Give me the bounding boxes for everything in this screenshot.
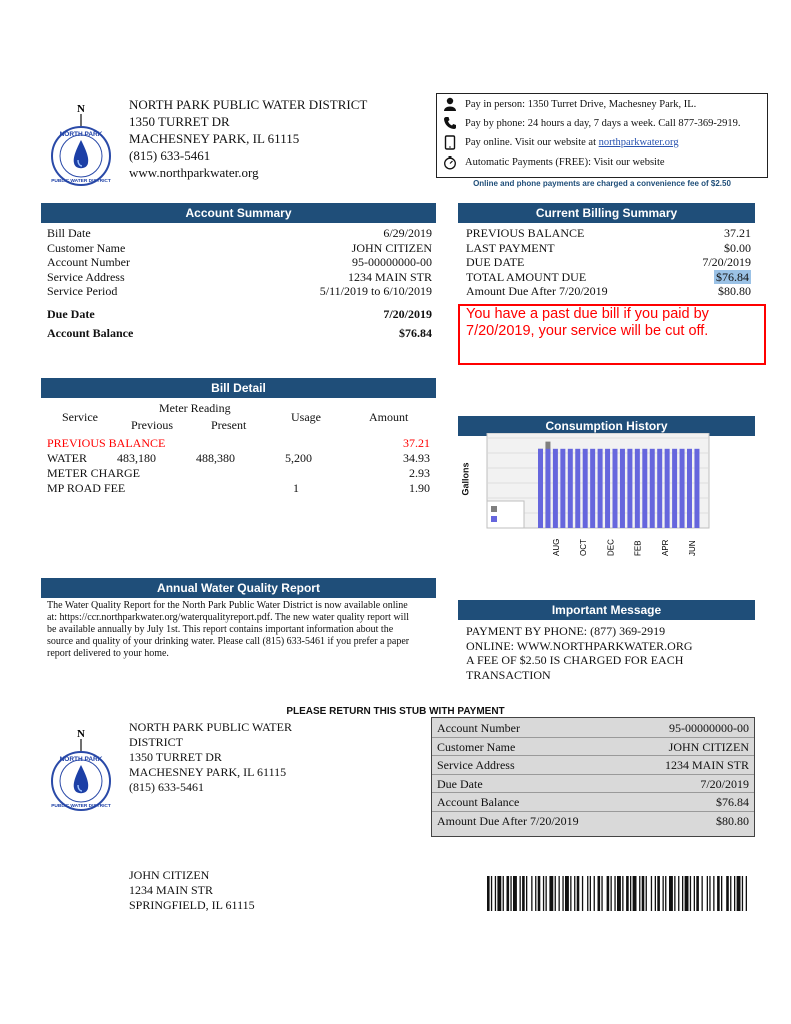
stub-logo-bottom-text: PUBLIC WATER DISTRICT [51, 804, 111, 809]
col-present-header: Present [211, 418, 247, 432]
last-payment-row [466, 241, 751, 256]
barcode-bar [562, 876, 563, 911]
chart-ylabel: Gallons [460, 462, 471, 496]
barcode-bar [707, 876, 708, 911]
detail-row-usage: 5,200 [285, 451, 312, 465]
detail-row-amount: 37.21 [403, 436, 430, 450]
last-payment-value: $0.00 [724, 240, 751, 255]
stub-row-label: Account Balance [437, 795, 520, 809]
stub-row-label: Amount Due After 7/20/2019 [437, 813, 579, 828]
stub-district-logo [50, 727, 112, 809]
chart-tick-label: DEC [606, 539, 616, 556]
barcode-bar [522, 876, 525, 911]
barcode-bar [513, 876, 517, 911]
barcode-bar [655, 876, 656, 911]
chart-tick-label: FEB [633, 540, 643, 556]
logo-north-letter: N [77, 103, 85, 115]
stub-heading: PLEASE RETURN THIS STUB WITH PAYMENT [286, 706, 505, 717]
account-summary-header: Account Summary [41, 203, 436, 223]
stub-row [432, 756, 754, 775]
important-message-line: A FEE OF $2.50 IS CHARGED FOR EACH [466, 653, 684, 668]
col-usage-header: Usage [291, 410, 321, 424]
detail-row-previous: 483,180 [117, 451, 156, 465]
previous-balance-value: 37.21 [724, 226, 751, 240]
account-number-value: 95-00000000-00 [352, 255, 432, 270]
barcode-bar [639, 876, 640, 911]
barcode-bar [582, 876, 583, 911]
barcode-bar [702, 876, 703, 911]
pay-by-phone-text: Pay by phone: 24 hours a day, 7 days a week. Call 877-369-2919. [465, 117, 741, 129]
customer-name-label: Customer Name [47, 240, 126, 255]
bill-date-value: 6/29/2019 [383, 226, 432, 240]
important-message-header: Important Message [458, 600, 755, 620]
stub-row [432, 775, 754, 794]
bill-detail-header: Bill Detail [41, 378, 436, 398]
barcode-bar [694, 876, 695, 911]
service-address-value: 1234 MAIN STR [347, 269, 432, 284]
barcode-bar [678, 876, 679, 911]
barcode-bar [574, 876, 575, 911]
pay-automatic-line [443, 155, 665, 170]
barcode-bar [507, 876, 510, 911]
water-quality-header: Annual Water Quality Report [41, 578, 436, 598]
barcode-bar [713, 876, 714, 911]
barcode-bar [587, 876, 588, 911]
chart-tick-label: OCT [579, 539, 589, 556]
total-due-value: $76.84 [716, 269, 749, 284]
chart-bar-current [680, 449, 685, 528]
chart-bar-current [672, 449, 677, 528]
chart-bar-current [620, 449, 625, 528]
stub-phone: (815) 633-5461 [129, 780, 204, 794]
stub-logo-top-text: NORTH PARK [59, 756, 103, 763]
pay-online-text: Pay online. Visit our website at [465, 137, 599, 148]
stub-row-label: Account Number [437, 721, 520, 735]
chart-bar-current [545, 449, 550, 528]
barcode-bar [685, 876, 689, 911]
barcode-bar [491, 876, 492, 911]
after-due-row [466, 284, 751, 299]
stub-row [432, 812, 754, 831]
barcode-bar [737, 876, 741, 911]
chart-ticks [552, 539, 697, 556]
account-balance-value: $76.84 [399, 325, 432, 340]
stub-address1: 1350 TURRET DR [129, 750, 222, 764]
account-number-label: Account Number [47, 255, 130, 270]
chart-bar-current [575, 449, 580, 528]
detail-row-amount: 34.93 [403, 451, 430, 465]
chart-bar-current [694, 449, 699, 528]
barcode-bar [669, 876, 673, 911]
pay-online-line [443, 135, 679, 150]
due-date-row [47, 307, 432, 322]
barcode-bar [543, 876, 544, 911]
account-balance-label: Account Balance [47, 325, 134, 340]
stub-address-block [129, 720, 292, 795]
barcode-bar [565, 876, 569, 911]
billing-due-date-label: DUE DATE [466, 255, 525, 270]
chart-bar-current [635, 449, 640, 528]
col-previous-header: Previous [131, 418, 173, 432]
after-due-value: $80.80 [718, 284, 751, 299]
district-phone: (815) 633-5461 [129, 148, 211, 163]
barcode-bar [594, 876, 595, 911]
barcode-bar [617, 876, 621, 911]
stub-row [432, 719, 754, 738]
billing-due-date-value: 7/20/2019 [702, 255, 751, 270]
barcode-bar [742, 876, 743, 911]
barcode-bar [503, 876, 504, 911]
district-address-block [129, 96, 367, 181]
chart-tick-label: JUN [688, 540, 697, 556]
stub-row [432, 793, 754, 812]
tablet-icon [443, 135, 457, 150]
stub-name-line1: NORTH PARK PUBLIC WATER [129, 720, 292, 734]
barcode-bar [577, 876, 580, 911]
bill-date-label: Bill Date [47, 226, 91, 240]
mailing-street: 1234 MAIN STR [129, 883, 214, 897]
detail-row-service: PREVIOUS BALANCE [47, 436, 166, 450]
col-meter-header: Meter Reading [159, 401, 231, 415]
service-address-row [47, 270, 432, 285]
barcode-bar [495, 876, 496, 911]
barcode-bar [726, 876, 729, 911]
water-quality-text: The Water Quality Report for the North Park Public Water District is now available online at: https://ccr.northparkwater.org/waterqualityreport.pdf. The new water quality report will be available annually by July 1st. This report contains important information about the source and quality of your drinking water. Please call (815) 633-5461 if you prefer a paper report delivered to your home. [47, 600, 410, 659]
barcode-bar [663, 876, 664, 911]
stub-row-value: JOHN CITIZEN [668, 739, 749, 754]
barcode-bar [622, 876, 623, 911]
district-website[interactable]: www.northparkwater.org [129, 165, 259, 180]
chart-bar-current [605, 449, 610, 528]
stopwatch-icon [443, 155, 457, 170]
district-address2: MACHESNEY PARK, IL 61115 [129, 131, 300, 146]
district-address1: 1350 TURRET DR [129, 114, 230, 129]
stub-address2: MACHESNEY PARK, IL 61115 [129, 765, 287, 779]
barcode-bar [717, 876, 720, 911]
mailing-name: JOHN CITIZEN [129, 868, 210, 882]
important-message-body [466, 624, 693, 682]
barcode-bar [626, 876, 629, 911]
barcode-bar [657, 876, 660, 911]
barcode-bar [721, 876, 722, 911]
chart-bar-current [583, 449, 588, 528]
chart-ylabel-wrap [457, 460, 487, 500]
customer-name-row [47, 241, 432, 256]
barcode-bar [546, 876, 547, 911]
detail-row-present: 488,380 [196, 451, 235, 465]
barcode-bar [709, 876, 710, 911]
barcode-bar [646, 876, 647, 911]
barcode-bar [570, 876, 571, 911]
barcode-bar [633, 876, 637, 911]
barcode-bar [601, 876, 602, 911]
barcode-bar [611, 876, 612, 911]
previous-balance-row [466, 226, 751, 241]
bill-date-row [47, 226, 432, 241]
last-payment-label: LAST PAYMENT [466, 240, 555, 255]
barcode-bar [730, 876, 731, 911]
barcode-bar [520, 876, 521, 911]
col-amount-header: Amount [369, 410, 409, 424]
barcode-bar [590, 876, 591, 911]
account-summary-body [47, 226, 432, 340]
pay-online-link[interactable]: northparkwater.org [598, 137, 679, 148]
barcode-bar [531, 876, 532, 911]
barcode-bar [559, 876, 560, 911]
account-number-row [47, 255, 432, 270]
chart-bar-current [687, 449, 692, 528]
barcode-bar [674, 876, 675, 911]
barcode-bar [734, 876, 735, 911]
stub-row [432, 738, 754, 757]
barcode-bar [665, 876, 666, 911]
customer-name-value: JOHN CITIZEN [351, 240, 432, 255]
stub-row-value: 1234 MAIN STR [664, 758, 749, 772]
detail-row-service: MP ROAD FEE [47, 481, 126, 495]
stub-logo-north-letter: N [77, 728, 85, 740]
pay-in-person-text: Pay in person: 1350 Turret Drive, Machesney Park, IL. [465, 98, 697, 110]
chart-bar-current [657, 449, 662, 528]
chart-bar-current [598, 449, 603, 528]
district-name: NORTH PARK PUBLIC WATER DISTRICT [129, 97, 368, 112]
col-service-header: Service [62, 410, 98, 424]
barcode-bar [598, 876, 601, 911]
barcode-bar [510, 876, 511, 911]
important-message-line: ONLINE: WWW.NORTHPARKWATER.ORG [466, 638, 693, 653]
barcode-bar [651, 876, 652, 911]
chart-bar-current [650, 449, 655, 528]
detail-row-amount: 2.93 [409, 466, 430, 480]
barcode-bar [607, 876, 610, 911]
barcode-bar [614, 876, 615, 911]
previous-balance-label: PREVIOUS BALANCE [466, 226, 585, 240]
payment-barcode [487, 876, 747, 911]
total-due-row [466, 270, 751, 285]
stub-row-value: 95-00000000-00 [669, 721, 749, 735]
important-message-line: TRANSACTION [466, 667, 551, 682]
stub-row-value: $80.80 [716, 813, 749, 828]
payment-options-box [436, 93, 768, 178]
district-logo [50, 102, 112, 184]
chart-bar-current [642, 449, 647, 528]
chart-bar-current [553, 449, 558, 528]
stub-row-label: Service Address [437, 758, 515, 772]
barcode-bar [497, 876, 501, 911]
barcode-bar [690, 876, 691, 911]
service-period-row [47, 284, 432, 299]
chart-tick-label: AUG [552, 538, 561, 556]
barcode-bar [549, 876, 553, 911]
logo-bottom-text: PUBLIC WATER DISTRICT [51, 179, 111, 184]
due-date-label: Due Date [47, 306, 95, 321]
detail-row-amount: 1.90 [409, 481, 430, 495]
convenience-fee-note: Online and phone payments are charged a convenience fee of $2.50 [473, 179, 731, 188]
stub-row-value: 7/20/2019 [700, 776, 749, 791]
legend-current-swatch [491, 516, 497, 522]
billing-summary-header: Current Billing Summary [458, 203, 755, 223]
due-date-value: 7/20/2019 [383, 306, 432, 321]
mailing-city: SPRINGFIELD, IL 61115 [129, 898, 255, 912]
legend-previous-swatch [491, 506, 497, 512]
total-due-label: TOTAL AMOUNT DUE [466, 269, 587, 284]
past-due-warning: You have a past due bill if you paid by 7/20/2019, your service will be cut off. [458, 304, 766, 365]
service-period-value: 5/11/2019 to 6/10/2019 [319, 284, 432, 299]
detail-row-usage: 1 [293, 481, 299, 495]
service-address-label: Service Address [47, 269, 125, 284]
chart-bar-current [665, 449, 670, 528]
pay-in-person-line [443, 97, 696, 111]
chart-bar-current [568, 449, 573, 528]
stub-name-line2: DISTRICT [129, 735, 183, 749]
logo-top-text: NORTH PARK [59, 131, 103, 138]
barcode-bar [696, 876, 699, 911]
barcode-bar [746, 876, 747, 911]
pay-automatic-text: Automatic Payments (FREE): Visit our website [465, 157, 665, 168]
chart-legend [487, 501, 524, 528]
phone-icon [443, 116, 457, 130]
chart-tick-label: APR [660, 539, 670, 556]
service-period-label: Service Period [47, 284, 118, 299]
barcode-bar [538, 876, 541, 911]
consumption-chart [484, 433, 716, 565]
after-due-label: Amount Due After 7/20/2019 [466, 284, 608, 299]
important-message-line: PAYMENT BY PHONE: (877) 369-2919 [466, 624, 666, 638]
barcode-bar [682, 876, 683, 911]
barcode-bar [487, 876, 490, 911]
barcode-bar [555, 876, 556, 911]
chart-bar-current [560, 449, 565, 528]
barcode-bar [535, 876, 536, 911]
barcode-bar [526, 876, 527, 911]
barcode-bar [642, 876, 645, 911]
billing-summary-body [466, 226, 751, 299]
stub-row-label: Due Date [437, 776, 483, 791]
account-balance-row [47, 326, 432, 341]
chart-bar-current [590, 449, 595, 528]
person-icon [443, 97, 457, 111]
detail-row-service: METER CHARGE [47, 466, 140, 480]
consumption-header: Consumption History [458, 416, 755, 436]
stub-account-box [431, 717, 755, 837]
chart-bar-current [538, 449, 543, 528]
stub-row-label: Customer Name [437, 739, 516, 754]
pay-by-phone-line [443, 116, 740, 130]
stub-row-value: $76.84 [716, 795, 749, 809]
barcode-bar [630, 876, 631, 911]
billing-due-date-row [466, 255, 751, 270]
chart-bar-current [613, 449, 618, 528]
chart-bar-current [627, 449, 632, 528]
mailing-address [129, 868, 255, 913]
detail-row-service: WATER [47, 451, 87, 465]
